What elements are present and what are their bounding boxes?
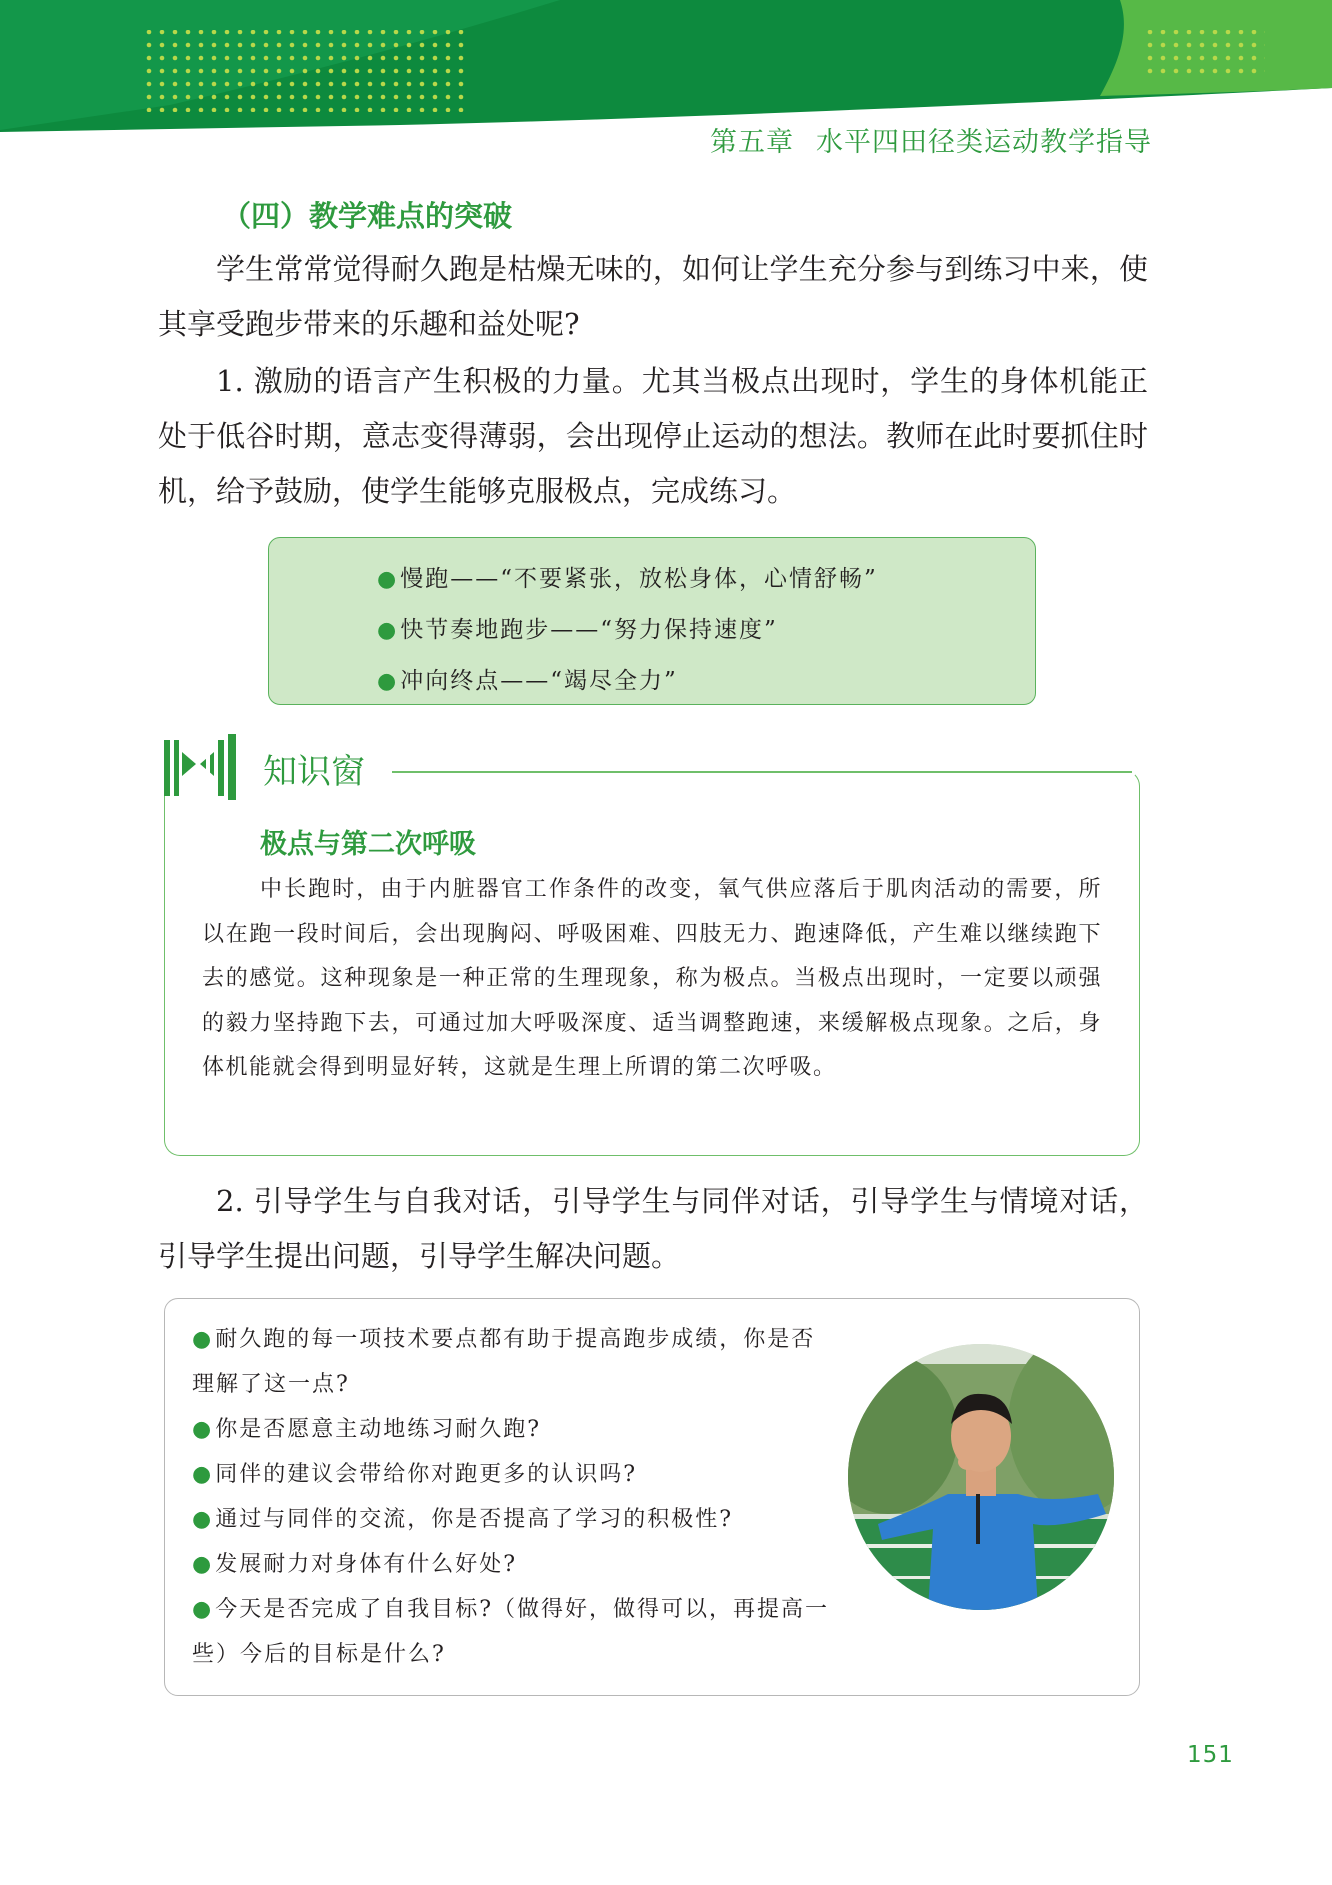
question-item: ●耐久跑的每一项技术要点都有助于提高跑步成绩，你是否理解了这一点? [192,1327,816,1397]
question-item: ●同伴的建议会带给你对跑更多的认识吗? [192,1462,637,1487]
point-2-paragraph: 2. 引导学生与自我对话，引导学生与同伴对话，引导学生与情境对话，引导学生提出问题，引导学生解决问题。 [158,1184,1148,1273]
chapter-number: 第五章 [710,127,794,158]
knowledge-subtitle: 极点与第二次呼吸 [260,829,476,860]
tip-item: ●慢跑——“不要紧张，放松身体，心情舒畅” [377,566,878,592]
page-number: 151 [1187,1742,1234,1768]
bullet-icon: ● [192,1507,214,1532]
reflection-question-list [192,1317,832,1677]
section-title: （四）教学难点的突破 [222,199,513,233]
tip-item: ●冲向终点——“竭尽全力” [377,668,678,694]
bullet-icon: ● [377,669,399,694]
point-1-paragraph: 1. 激励的语言产生积极的力量。尤其当极点出现时，学生的身体机能正处于低谷时期，意志变得薄弱，会出现停止运动的想法。教师在此时要抓住时机，给予鼓励，使学生能够克服极点，完成练习。 [158,364,1148,508]
chapter-header [710,120,1152,159]
header-banner [0,0,1332,135]
bullet-icon: ● [192,1327,214,1352]
bullet-icon: ● [192,1597,214,1622]
bullet-icon: ● [192,1552,214,1577]
knowledge-window-label: 知识窗 [263,752,365,792]
teacher-photo [848,1344,1114,1610]
bullet-icon: ● [377,567,399,592]
encouragement-box [268,537,1036,705]
encouragement-list [269,538,1035,707]
knowledge-text: 中长跑时，由于内脏器官工作条件的改变，氧气供应落后于肌肉活动的需要，所以在跑一段时间后，会出现胸闷、呼吸困难、四肢无力、跑速降低，产生难以继续跑下去的感觉。这种现象是一种正常的生理现象，称为极点。当极点出现时，一定要以顽强的毅力坚持跑下去，可通过加大呼吸深度、适当调整跑速，来缓解极点现象。之后，身体机能就会得到明显好转，这就是生理上所谓的第二次呼吸。 [202,877,1102,1080]
tip-item: ●快节奏地跑步——“努力保持速度” [377,617,778,643]
knowledge-divider [392,771,1132,773]
intro-paragraph: 学生常常觉得耐久跑是枯燥无味的，如何让学生充分参与到练习中来，使其享受跑步带来的乐趣和益处呢? [158,252,1148,341]
bullet-icon: ● [192,1417,214,1442]
question-item: ●今天是否完成了自我目标?（做得好，做得可以，再提高一些）今后的目标是什么? [192,1597,829,1667]
bullet-icon: ● [192,1462,214,1487]
chapter-title: 水平四田径类运动教学指导 [816,127,1152,158]
knowledge-window-icon [162,732,252,802]
question-item: ●你是否愿意主动地练习耐久跑? [192,1417,541,1442]
question-item: ●通过与同伴的交流，你是否提高了学习的积极性? [192,1507,733,1532]
question-item: ●发展耐力对身体有什么好处? [192,1552,517,1577]
bullet-icon: ● [377,618,399,643]
